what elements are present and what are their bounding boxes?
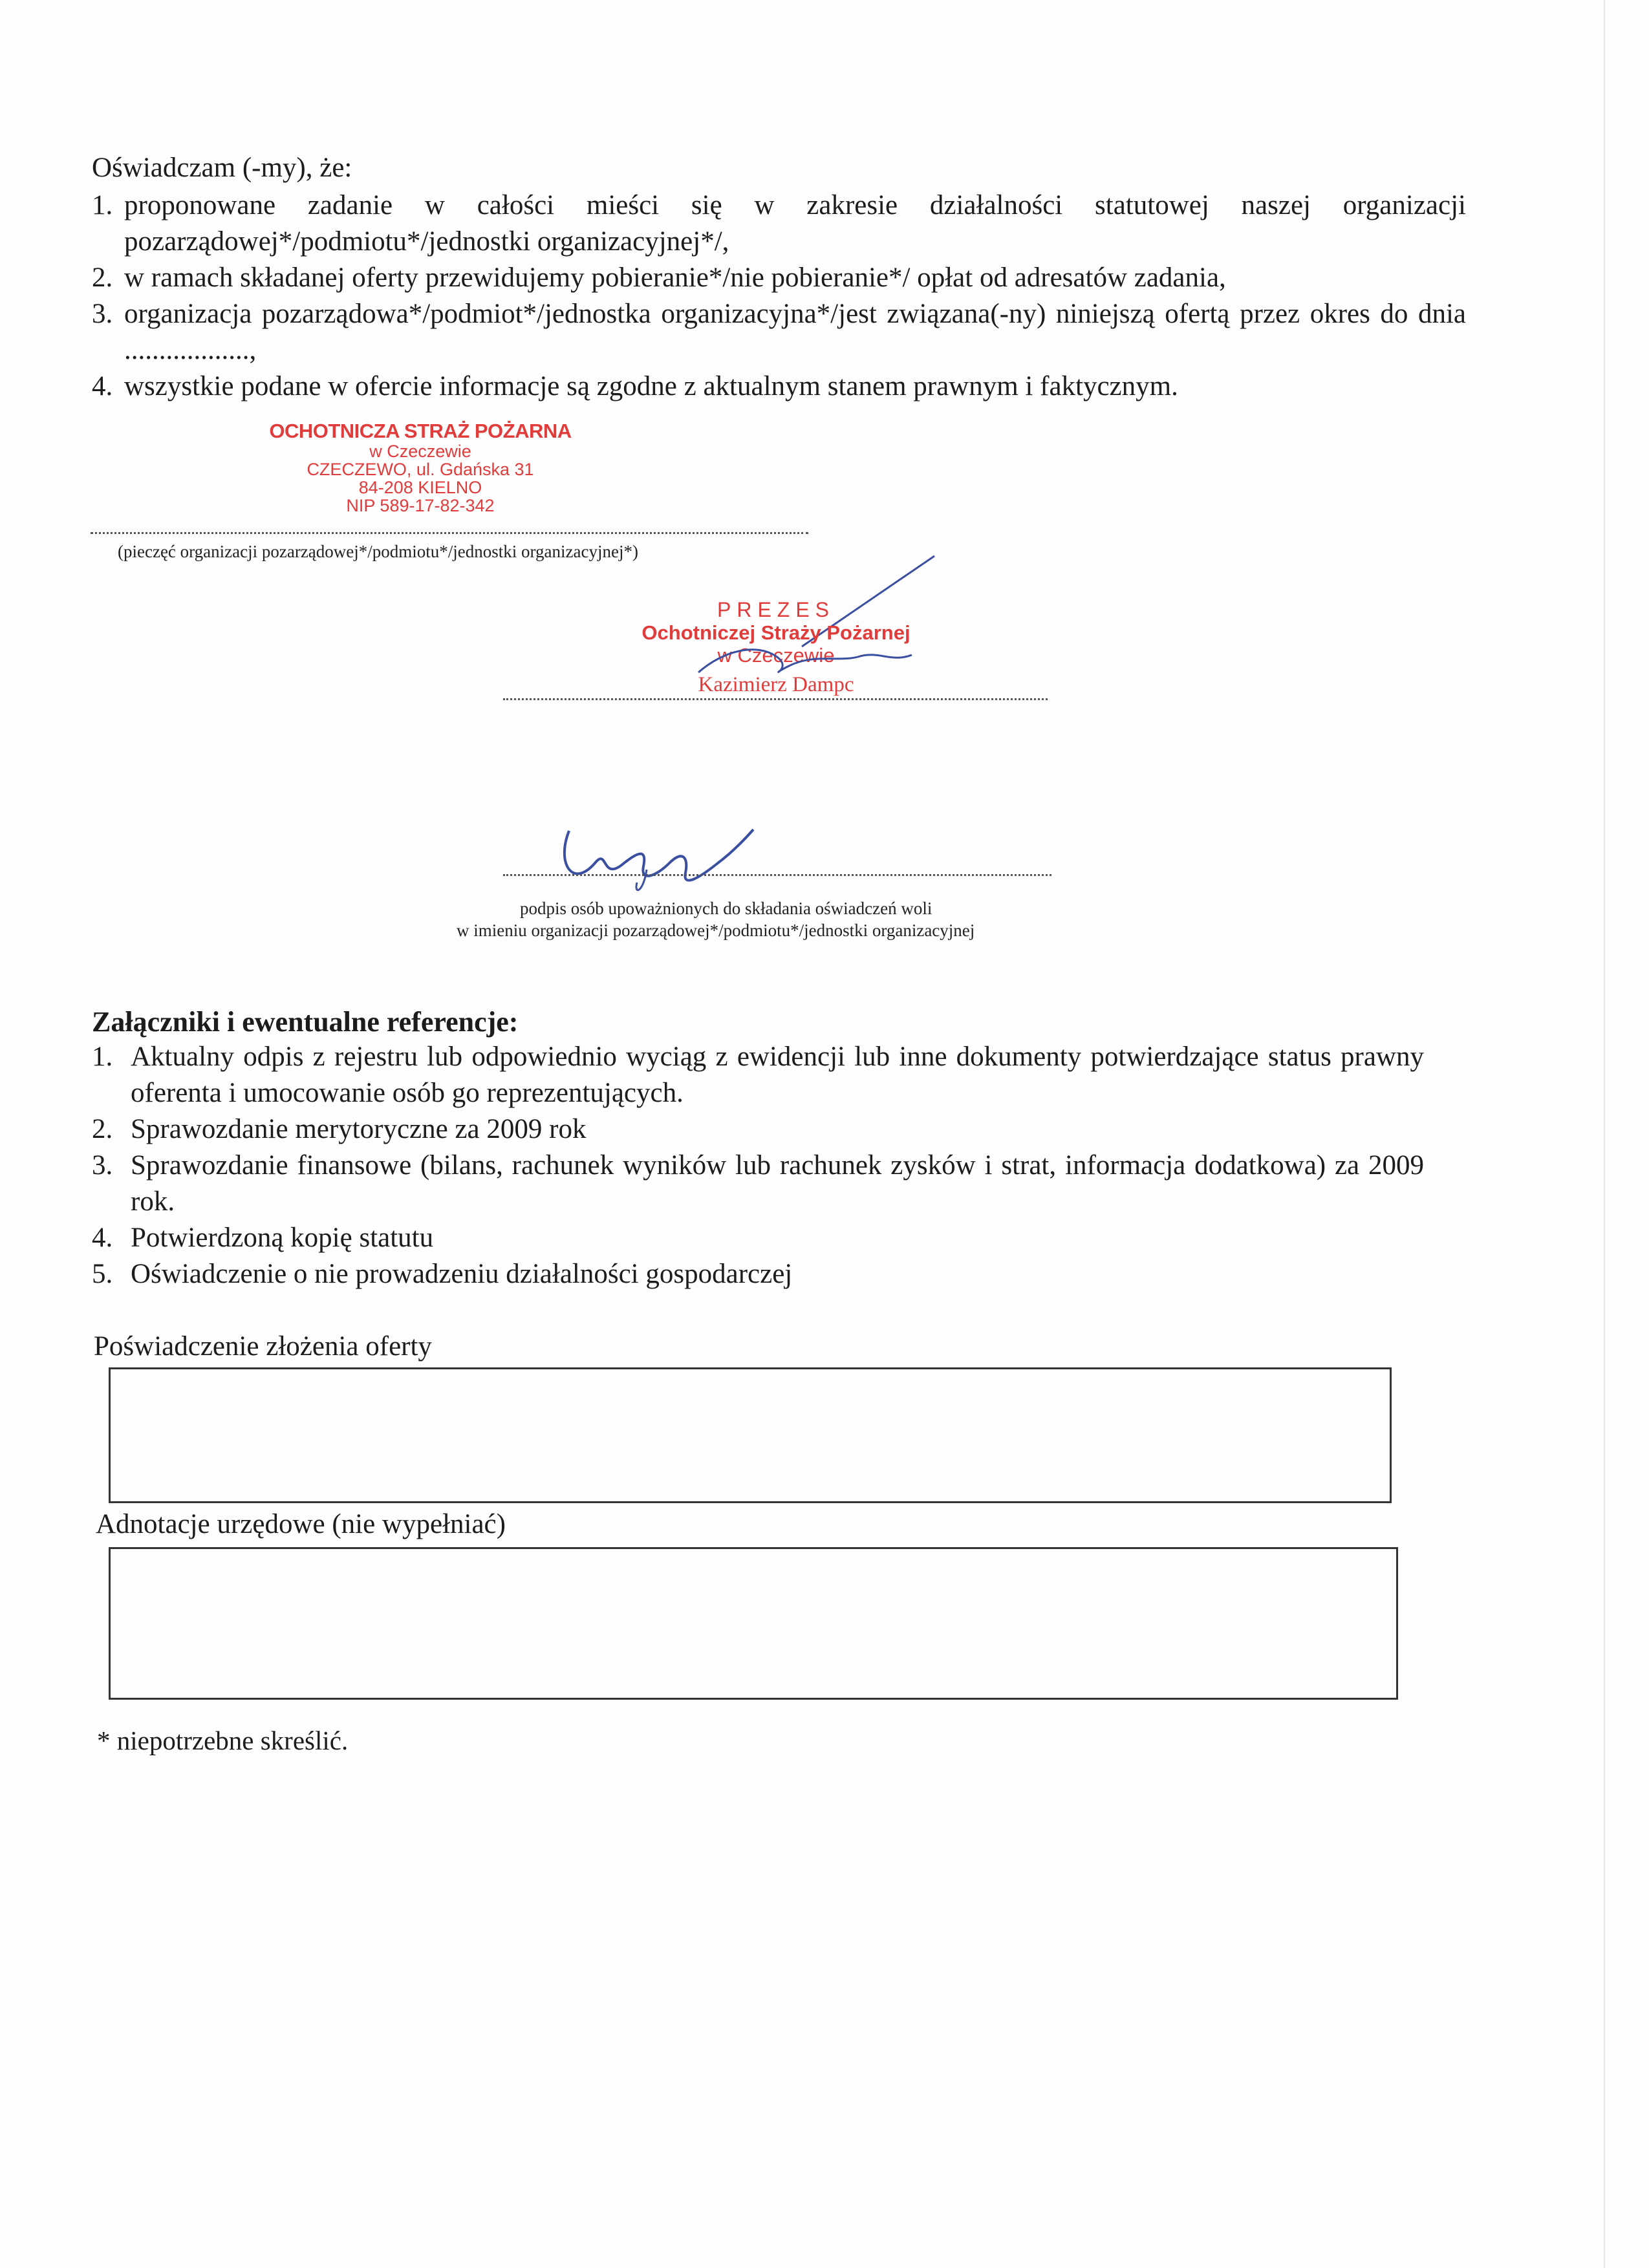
- item-number: 2.: [92, 262, 113, 293]
- item-text: Aktualny odpis z rejestru lub odpowiednio wyciąg z ewidencji lub inne dokumenty potwierdzające status prawny oferenta i umocowanie osób go reprezentujących.: [131, 1042, 1424, 1108]
- president-stamp: [608, 598, 944, 698]
- stamp-caption: (pieczęć organizacji pozarządowej*/podmiotu*/jednostki organizacyjnej*): [118, 542, 638, 561]
- attachment-item: [92, 1039, 1424, 1111]
- stamp-org-name: OCHOTNICZA STRAŻ POŻARNA: [269, 420, 572, 442]
- president-name: Kazimierz Dampc: [698, 673, 854, 696]
- authorized-signature-icon: [550, 811, 757, 895]
- stamp-address: CZECZEWO, ul. Gdańska 31: [307, 460, 534, 479]
- attachment-item: [92, 1111, 1424, 1148]
- stamp-postcode: 84-208 KIELNO: [358, 478, 482, 497]
- item-number: 2.: [92, 1114, 113, 1144]
- item-text: Potwierdzoną kopię statutu: [131, 1223, 434, 1253]
- declaration-list: [92, 187, 1466, 405]
- declaration-intro: Oświadczam (-my), że:: [92, 153, 352, 183]
- attachments-list: [92, 1039, 1424, 1292]
- item-number: 4.: [92, 1223, 113, 1253]
- official-annotations-box[interactable]: [109, 1547, 1398, 1700]
- item-number: 1.: [92, 1042, 113, 1072]
- declaration-item: [92, 260, 1466, 296]
- page-edge: [1604, 0, 1605, 2268]
- president-org: Ochotniczej Straży Pożarnej: [641, 621, 911, 644]
- authorized-caption-line2: w imieniu organizacji pozarządowej*/podmiotu*/jednostki organizacyjnej: [457, 921, 975, 940]
- attachment-item: [92, 1256, 1424, 1292]
- item-text: Oświadczenie o nie prowadzeniu działalności gospodarczej: [131, 1259, 793, 1289]
- official-annotations-label: Adnotacje urzędowe (nie wypełniać): [96, 1509, 506, 1539]
- organization-stamp: [259, 420, 582, 515]
- declaration-item: [92, 296, 1466, 369]
- item-text: proponowane zadanie w całości mieści się w zakresie działalności statutowej naszej organizacji pozarządowej*/podmiotu*/jednostki organizacyjnej*/,: [124, 190, 1466, 257]
- stamp-nip: NIP 589-17-82-342: [346, 496, 495, 515]
- footnote: * niepotrzebne skreślić.: [97, 1726, 349, 1755]
- item-number: 3.: [92, 299, 113, 329]
- president-town: w Czeczewie: [717, 644, 835, 667]
- item-text: Sprawozdanie finansowe (bilans, rachunek wyników lub rachunek zysków i strat, informacja dodatkowa) za 2009 rok.: [131, 1150, 1424, 1217]
- item-text: w ramach składanej oferty przewidujemy pobieranie*/nie pobieranie*/ opłat od adresatów zadania,: [124, 262, 1226, 293]
- item-text: organizacja pozarządowa*/podmiot*/jednostka organizacyjna*/jest związana(-ny) niniejszą ofertą przez okres do dnia ..................,: [124, 299, 1466, 365]
- submission-label: Poświadczenie złożenia oferty: [94, 1331, 432, 1362]
- submission-box[interactable]: [109, 1367, 1392, 1503]
- stamp-town: w Czeczewie: [369, 442, 471, 461]
- item-text: wszystkie podane w ofercie informacje są zgodne z aktualnym stanem prawnym i faktycznym.: [124, 371, 1178, 401]
- item-number: 4.: [92, 371, 113, 401]
- item-number: 3.: [92, 1150, 113, 1181]
- attachment-item: [92, 1148, 1424, 1220]
- authorized-caption-line1: podpis osób upoważnionych do składania oświadczeń woli: [520, 899, 932, 918]
- attachments-title: Załączniki i ewentualne referencje:: [92, 1006, 519, 1038]
- declaration-item: [92, 187, 1466, 260]
- president-dotted-line: [503, 698, 1048, 700]
- item-text: Sprawozdanie merytoryczne za 2009 rok: [131, 1114, 587, 1144]
- president-title: PREZES: [717, 598, 835, 621]
- item-number: 5.: [92, 1259, 113, 1289]
- attachment-item: [92, 1220, 1424, 1256]
- authorized-dotted-line: [503, 874, 1051, 876]
- stamp-dotted-line: [91, 532, 808, 534]
- item-number: 1.: [92, 190, 113, 220]
- declaration-item: [92, 369, 1466, 405]
